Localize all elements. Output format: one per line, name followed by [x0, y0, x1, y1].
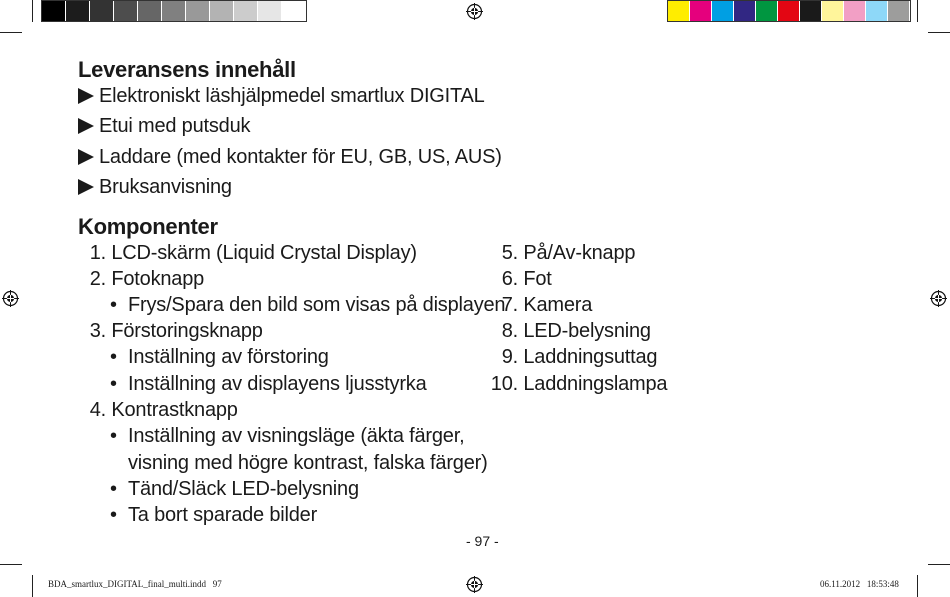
- grey-swatch: [114, 1, 138, 21]
- crop-mark: [0, 564, 22, 565]
- component-subitem: [110, 373, 427, 396]
- item-text: Ta bort sparade bilder: [128, 504, 318, 526]
- grey-swatch: [210, 1, 234, 21]
- component-subitem-continued: [128, 452, 488, 475]
- item-number: 9.: [501, 346, 518, 368]
- item-number: 8.: [501, 320, 518, 342]
- bullet-icon: •: [110, 294, 117, 316]
- item-text: Förstoringsknapp: [111, 320, 263, 342]
- grey-swatch: [234, 1, 258, 21]
- grey-swatch: [258, 1, 282, 21]
- item-text: Inställning av visningsläge (äkta färger,: [128, 425, 465, 447]
- item-text: LED-belysning: [523, 320, 651, 342]
- color-swatch: [888, 1, 910, 21]
- item-text: Fotoknapp: [111, 268, 205, 290]
- component-item: [488, 373, 667, 396]
- item-text: Kontrastknapp: [111, 399, 238, 421]
- components-heading: Komponenter: [78, 214, 218, 239]
- timestamp-slug: 06.11.2012 18:53:48: [820, 579, 899, 589]
- crop-mark: [32, 0, 33, 22]
- triangle-bullet-icon: [78, 118, 94, 134]
- item-number: 1.: [89, 242, 106, 264]
- component-subitem: [110, 504, 317, 527]
- item-text: Inställning av displayens ljusstyrka: [128, 373, 427, 395]
- item-number: 5.: [501, 242, 518, 264]
- component-item: [488, 294, 592, 317]
- delivery-item: [78, 115, 250, 138]
- color-swatch: [690, 1, 712, 21]
- delivery-item: [78, 176, 232, 199]
- component-subitem: [110, 425, 464, 448]
- delivery-item-text: Elektroniskt läshjälpmedel smartlux DIGITAL: [99, 85, 485, 107]
- bullet-icon: •: [110, 373, 117, 395]
- item-text: Fot: [523, 268, 552, 290]
- item-text: Frys/Spara den bild som visas på displayen: [128, 294, 506, 316]
- crop-mark: [917, 575, 918, 597]
- color-swatch: [822, 1, 844, 21]
- component-item: [78, 242, 417, 265]
- bullet-icon: •: [110, 425, 117, 447]
- grey-swatch: [90, 1, 114, 21]
- registration-target-icon: [466, 3, 483, 20]
- component-item: [488, 346, 657, 369]
- item-text: På/Av-knapp: [523, 242, 636, 264]
- registration-target-icon: [466, 576, 483, 593]
- item-number: 6.: [501, 268, 518, 290]
- registration-target-icon: [930, 290, 947, 307]
- triangle-bullet-icon: [78, 149, 94, 165]
- item-number: 4.: [89, 399, 106, 421]
- color-swatch: [778, 1, 800, 21]
- color-swatch: [712, 1, 734, 21]
- item-number: 7.: [501, 294, 518, 316]
- grey-swatch: [138, 1, 162, 21]
- bullet-icon: •: [110, 504, 117, 526]
- component-item: [78, 399, 238, 422]
- file-slug: BDA_smartlux_DIGITAL_final_multi.indd 97: [48, 579, 222, 589]
- crop-mark: [928, 564, 950, 565]
- bullet-icon: •: [110, 478, 117, 500]
- crop-mark: [0, 32, 22, 33]
- item-text: Kamera: [523, 294, 593, 316]
- grey-swatch: [282, 1, 306, 21]
- component-item: [78, 320, 263, 343]
- delivery-item-text: Laddare (med kontakter för EU, GB, US, AUS): [99, 146, 502, 168]
- delivery-item-text: Etui med putsduk: [99, 115, 251, 137]
- grey-swatch: [162, 1, 186, 21]
- color-swatch: [844, 1, 866, 21]
- component-item: [488, 268, 552, 291]
- crop-mark: [917, 0, 918, 22]
- page-number: - 97 -: [466, 533, 499, 549]
- color-swatch: [866, 1, 888, 21]
- component-subitem: [110, 294, 505, 317]
- item-number: 2.: [89, 268, 106, 290]
- item-text: visning med högre kontrast, falska färger): [128, 452, 488, 474]
- item-text: Tänd/Släck LED-belysning: [128, 478, 359, 500]
- triangle-bullet-icon: [78, 179, 94, 195]
- item-number: 3.: [89, 320, 106, 342]
- component-item: [488, 242, 635, 265]
- item-text: Inställning av förstoring: [128, 346, 329, 368]
- color-swatch: [800, 1, 822, 21]
- grey-swatch: [186, 1, 210, 21]
- color-control-bar: [667, 0, 911, 22]
- component-item: [488, 320, 651, 343]
- triangle-bullet-icon: [78, 88, 94, 104]
- component-subitem: [110, 346, 329, 369]
- color-swatch: [756, 1, 778, 21]
- item-text: Laddningslampa: [523, 373, 668, 395]
- delivery-item: [78, 146, 502, 169]
- item-text: Laddningsuttag: [523, 346, 658, 368]
- crop-mark: [928, 32, 950, 33]
- delivery-heading: Leveransens innehåll: [78, 57, 296, 82]
- grey-swatch: [42, 1, 66, 21]
- component-item: [78, 268, 204, 291]
- crop-mark: [32, 575, 33, 597]
- item-text: LCD-skärm (Liquid Crystal Display): [111, 242, 417, 264]
- bullet-icon: •: [110, 346, 117, 368]
- delivery-item-text: Bruksanvisning: [99, 176, 232, 198]
- delivery-item: [78, 85, 485, 108]
- component-subitem: [110, 478, 359, 501]
- registration-target-icon: [2, 290, 19, 307]
- color-swatch: [734, 1, 756, 21]
- item-number: 10.: [490, 373, 518, 395]
- grey-scale-bar: [41, 0, 307, 22]
- color-swatch: [668, 1, 690, 21]
- grey-swatch: [66, 1, 90, 21]
